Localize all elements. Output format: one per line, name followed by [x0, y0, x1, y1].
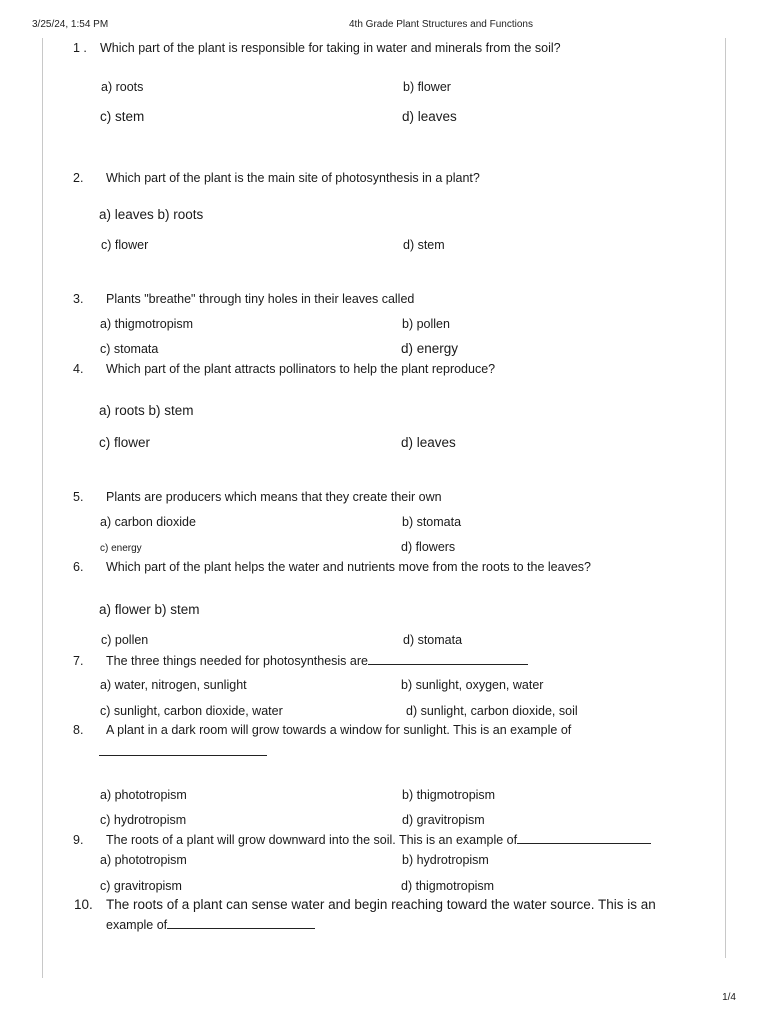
question-8-text: A plant in a dark room will grow towards a window for sunlight. This is an example of — [106, 723, 572, 737]
q9-option-d: d) thigmotropism — [401, 879, 495, 893]
question-3-text: Plants "breathe" through tiny holes in their leaves called — [106, 292, 415, 306]
question-9-number: 9. — [73, 833, 84, 847]
q9-option-a: a) phototropism — [100, 853, 187, 867]
q6-options-ab: a) flower b) stem — [99, 602, 200, 617]
q2-option-c: c) flower — [101, 238, 149, 252]
q7-option-a: a) water, nitrogen, sunlight — [100, 678, 247, 692]
question-7-number: 7. — [73, 654, 84, 668]
question-5-text: Plants are producers which means that they create their own — [106, 490, 442, 504]
question-7-text: The three things needed for photosynthesis are — [106, 654, 368, 668]
q5-option-a: a) carbon dioxide — [100, 515, 196, 529]
q7-answer-blank[interactable] — [368, 653, 528, 665]
q1-option-c: c) stem — [100, 109, 145, 124]
question-10-text: The roots of a plant can sense water and begin reaching toward the water source. This is an — [106, 897, 656, 912]
q5-option-d: d) flowers — [401, 540, 456, 554]
q8-option-a: a) phototropism — [100, 788, 187, 802]
q9-option-c: c) gravitropism — [100, 879, 182, 893]
q10-answer-blank[interactable] — [167, 917, 315, 929]
question-6-text: Which part of the plant helps the water and nutrients move from the roots to the leaves? — [106, 560, 591, 574]
question-2-text: Which part of the plant is the main site of photosynthesis in a plant? — [106, 171, 480, 185]
q1-option-b: b) flower — [403, 80, 451, 94]
question-8-number: 8. — [73, 723, 84, 737]
page-number: 1/4 — [722, 992, 736, 1003]
q5-option-c: c) energy — [100, 543, 142, 554]
q3-option-d: d) energy — [401, 341, 459, 356]
q8-option-b: b) thigmotropism — [402, 788, 496, 802]
question-6-number: 6. — [73, 560, 84, 574]
q3-option-c: c) stomata — [100, 342, 159, 356]
left-margin-line — [42, 38, 43, 978]
q2-options-ab: a) leaves b) roots — [99, 207, 204, 222]
question-5-number: 5. — [73, 490, 84, 504]
q6-option-c: c) pollen — [101, 633, 149, 647]
q6-option-d: d) stomata — [403, 633, 463, 647]
question-1-text: Which part of the plant is responsible for taking in water and minerals from the soil? — [100, 41, 561, 55]
question-1-number: 1 . — [73, 41, 87, 55]
q4-options-ab: a) roots b) stem — [99, 403, 194, 418]
q8-option-d: d) gravitropism — [402, 813, 485, 827]
question-3-number: 3. — [73, 292, 84, 306]
q3-option-b: b) pollen — [402, 317, 450, 331]
question-9-text: The roots of a plant will grow downward into the soil. This is an example of — [106, 833, 518, 847]
q5-option-b: b) stomata — [402, 515, 462, 529]
question-9-line — [106, 832, 651, 848]
question-2-number: 2. — [73, 171, 84, 185]
right-margin-line — [725, 38, 726, 958]
q8-option-c: c) hydrotropism — [100, 813, 187, 827]
question-4-text: Which part of the plant attracts pollinators to help the plant reproduce? — [106, 362, 496, 376]
question-10-text2: example of — [106, 918, 168, 932]
q7-option-d: d) sunlight, carbon dioxide, soil — [406, 704, 578, 718]
q7-option-b: b) sunlight, oxygen, water — [401, 678, 544, 692]
q4-option-d: d) leaves — [401, 435, 456, 450]
question-7-line — [106, 653, 528, 669]
q8-answer-blank[interactable] — [99, 744, 267, 756]
q9-answer-blank[interactable] — [517, 832, 651, 844]
q7-option-c: c) sunlight, carbon dioxide, water — [100, 704, 283, 718]
question-10-number: 10. — [74, 897, 93, 912]
q2-option-d: d) stem — [403, 238, 445, 252]
question-4-number: 4. — [73, 362, 84, 376]
page-title: 4th Grade Plant Structures and Functions — [349, 19, 533, 30]
q4-option-c: c) flower — [99, 435, 151, 450]
q1-option-a: a) roots — [101, 80, 144, 94]
q1-option-d: d) leaves — [402, 109, 457, 124]
q8-answer-line — [99, 744, 267, 760]
question-10-line2 — [106, 917, 315, 933]
q3-option-a: a) thigmotropism — [100, 317, 194, 331]
print-datetime: 3/25/24, 1:54 PM — [32, 19, 109, 30]
q9-option-b: b) hydrotropism — [402, 853, 489, 867]
